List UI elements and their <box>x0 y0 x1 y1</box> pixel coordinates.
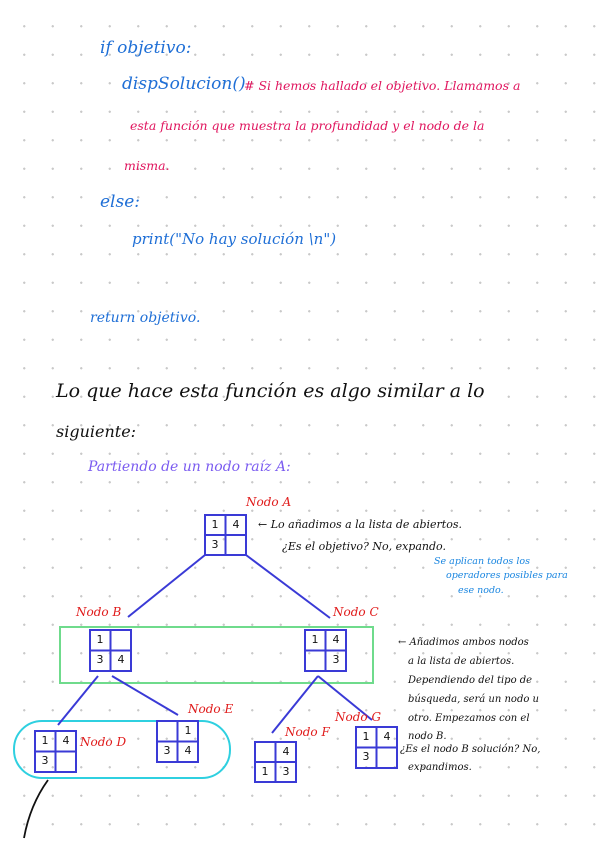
node-b-cell: 3 <box>96 653 104 666</box>
note-a-line1: ← Lo añadimos a la lista de abiertos. <box>258 518 462 531</box>
node-e-cell: 4 <box>184 744 192 757</box>
edge-b-e <box>112 676 178 715</box>
code-comment-line3: misma. <box>124 158 170 173</box>
node-g-label: Nodo G <box>335 710 382 724</box>
node-e-label: Nodo E <box>188 702 234 716</box>
node-g-cell: 1 <box>362 730 370 743</box>
code-comment-line2: esta función que muestra la profundidad y el nodo de la <box>130 118 485 133</box>
node-c-cell: 4 <box>332 633 340 646</box>
node-f-cell: 1 <box>261 765 269 778</box>
edge-a-b <box>128 555 205 617</box>
note-c-line8: expandimos. <box>408 762 472 773</box>
node-b-cell: 4 <box>117 653 125 666</box>
node-d-cell: 3 <box>41 754 49 767</box>
node-c-label: Nodo C <box>333 605 379 619</box>
node-f-cell: 3 <box>282 765 290 778</box>
node-b-cell: 1 <box>96 633 104 646</box>
note-c-line6: nodo B. <box>408 731 447 742</box>
explanation-line1: Lo que hace esta función es algo similar a lo <box>56 380 485 402</box>
node-d-cell: 1 <box>41 734 49 747</box>
edge-a-c <box>246 555 330 618</box>
explanation-line2: siguiente: <box>56 422 137 441</box>
note-c-line4: búsqueda, será un nodo u <box>408 694 539 705</box>
node-f-label: Nodo F <box>285 725 330 739</box>
note-c-line2: a la lista de abiertos. <box>408 656 515 667</box>
code-print-line: print("No hay solución \n") <box>132 230 337 248</box>
node-a-cell: 3 <box>211 538 219 551</box>
node-e-cell: 3 <box>163 744 171 757</box>
note-b-line3: ese nodo. <box>458 585 504 596</box>
node-f-cell: 4 <box>282 745 290 758</box>
note-c-line7: ¿Es el nodo B solución? No, <box>400 744 541 755</box>
node-d-label: Nodo D <box>80 735 127 749</box>
code-return-line: return objetivo. <box>90 310 201 326</box>
intro-text: Partiendo de un nodo raíz A: <box>88 459 291 475</box>
node-e-cell: 1 <box>184 724 192 737</box>
code-else-line: else: <box>100 192 141 212</box>
margin-pen-stroke <box>24 780 48 838</box>
code-call-line: dispSolucion() <box>122 74 246 94</box>
code-if-line: if objetivo: <box>100 38 192 58</box>
node-a-label: Nodo A <box>246 495 292 509</box>
node-g-cell: 3 <box>362 750 370 763</box>
note-b-line2: operadores posibles para <box>446 570 568 581</box>
note-c-line3: Dependiendo del tipo de <box>408 675 533 686</box>
node-g-cell: 4 <box>383 730 391 743</box>
note-a-line2: ¿Es el objetivo? No, expando. <box>282 540 446 553</box>
note-b-line1: Se aplican todos los <box>434 556 530 567</box>
note-c-line5: otro. Empezamos con el <box>408 713 530 724</box>
node-a-cell: 4 <box>232 518 240 531</box>
node-b-label: Nodo B <box>76 605 122 619</box>
node-c-cell: 1 <box>311 633 319 646</box>
node-d-cell: 4 <box>62 734 70 747</box>
node-a-cell: 1 <box>211 518 219 531</box>
node-c-cell: 3 <box>332 653 340 666</box>
code-comment-line1: # Si hemos hallado el objetivo. Llamamos a <box>244 78 521 93</box>
note-c-line1: ← Añadimos ambos nodos <box>398 637 529 648</box>
